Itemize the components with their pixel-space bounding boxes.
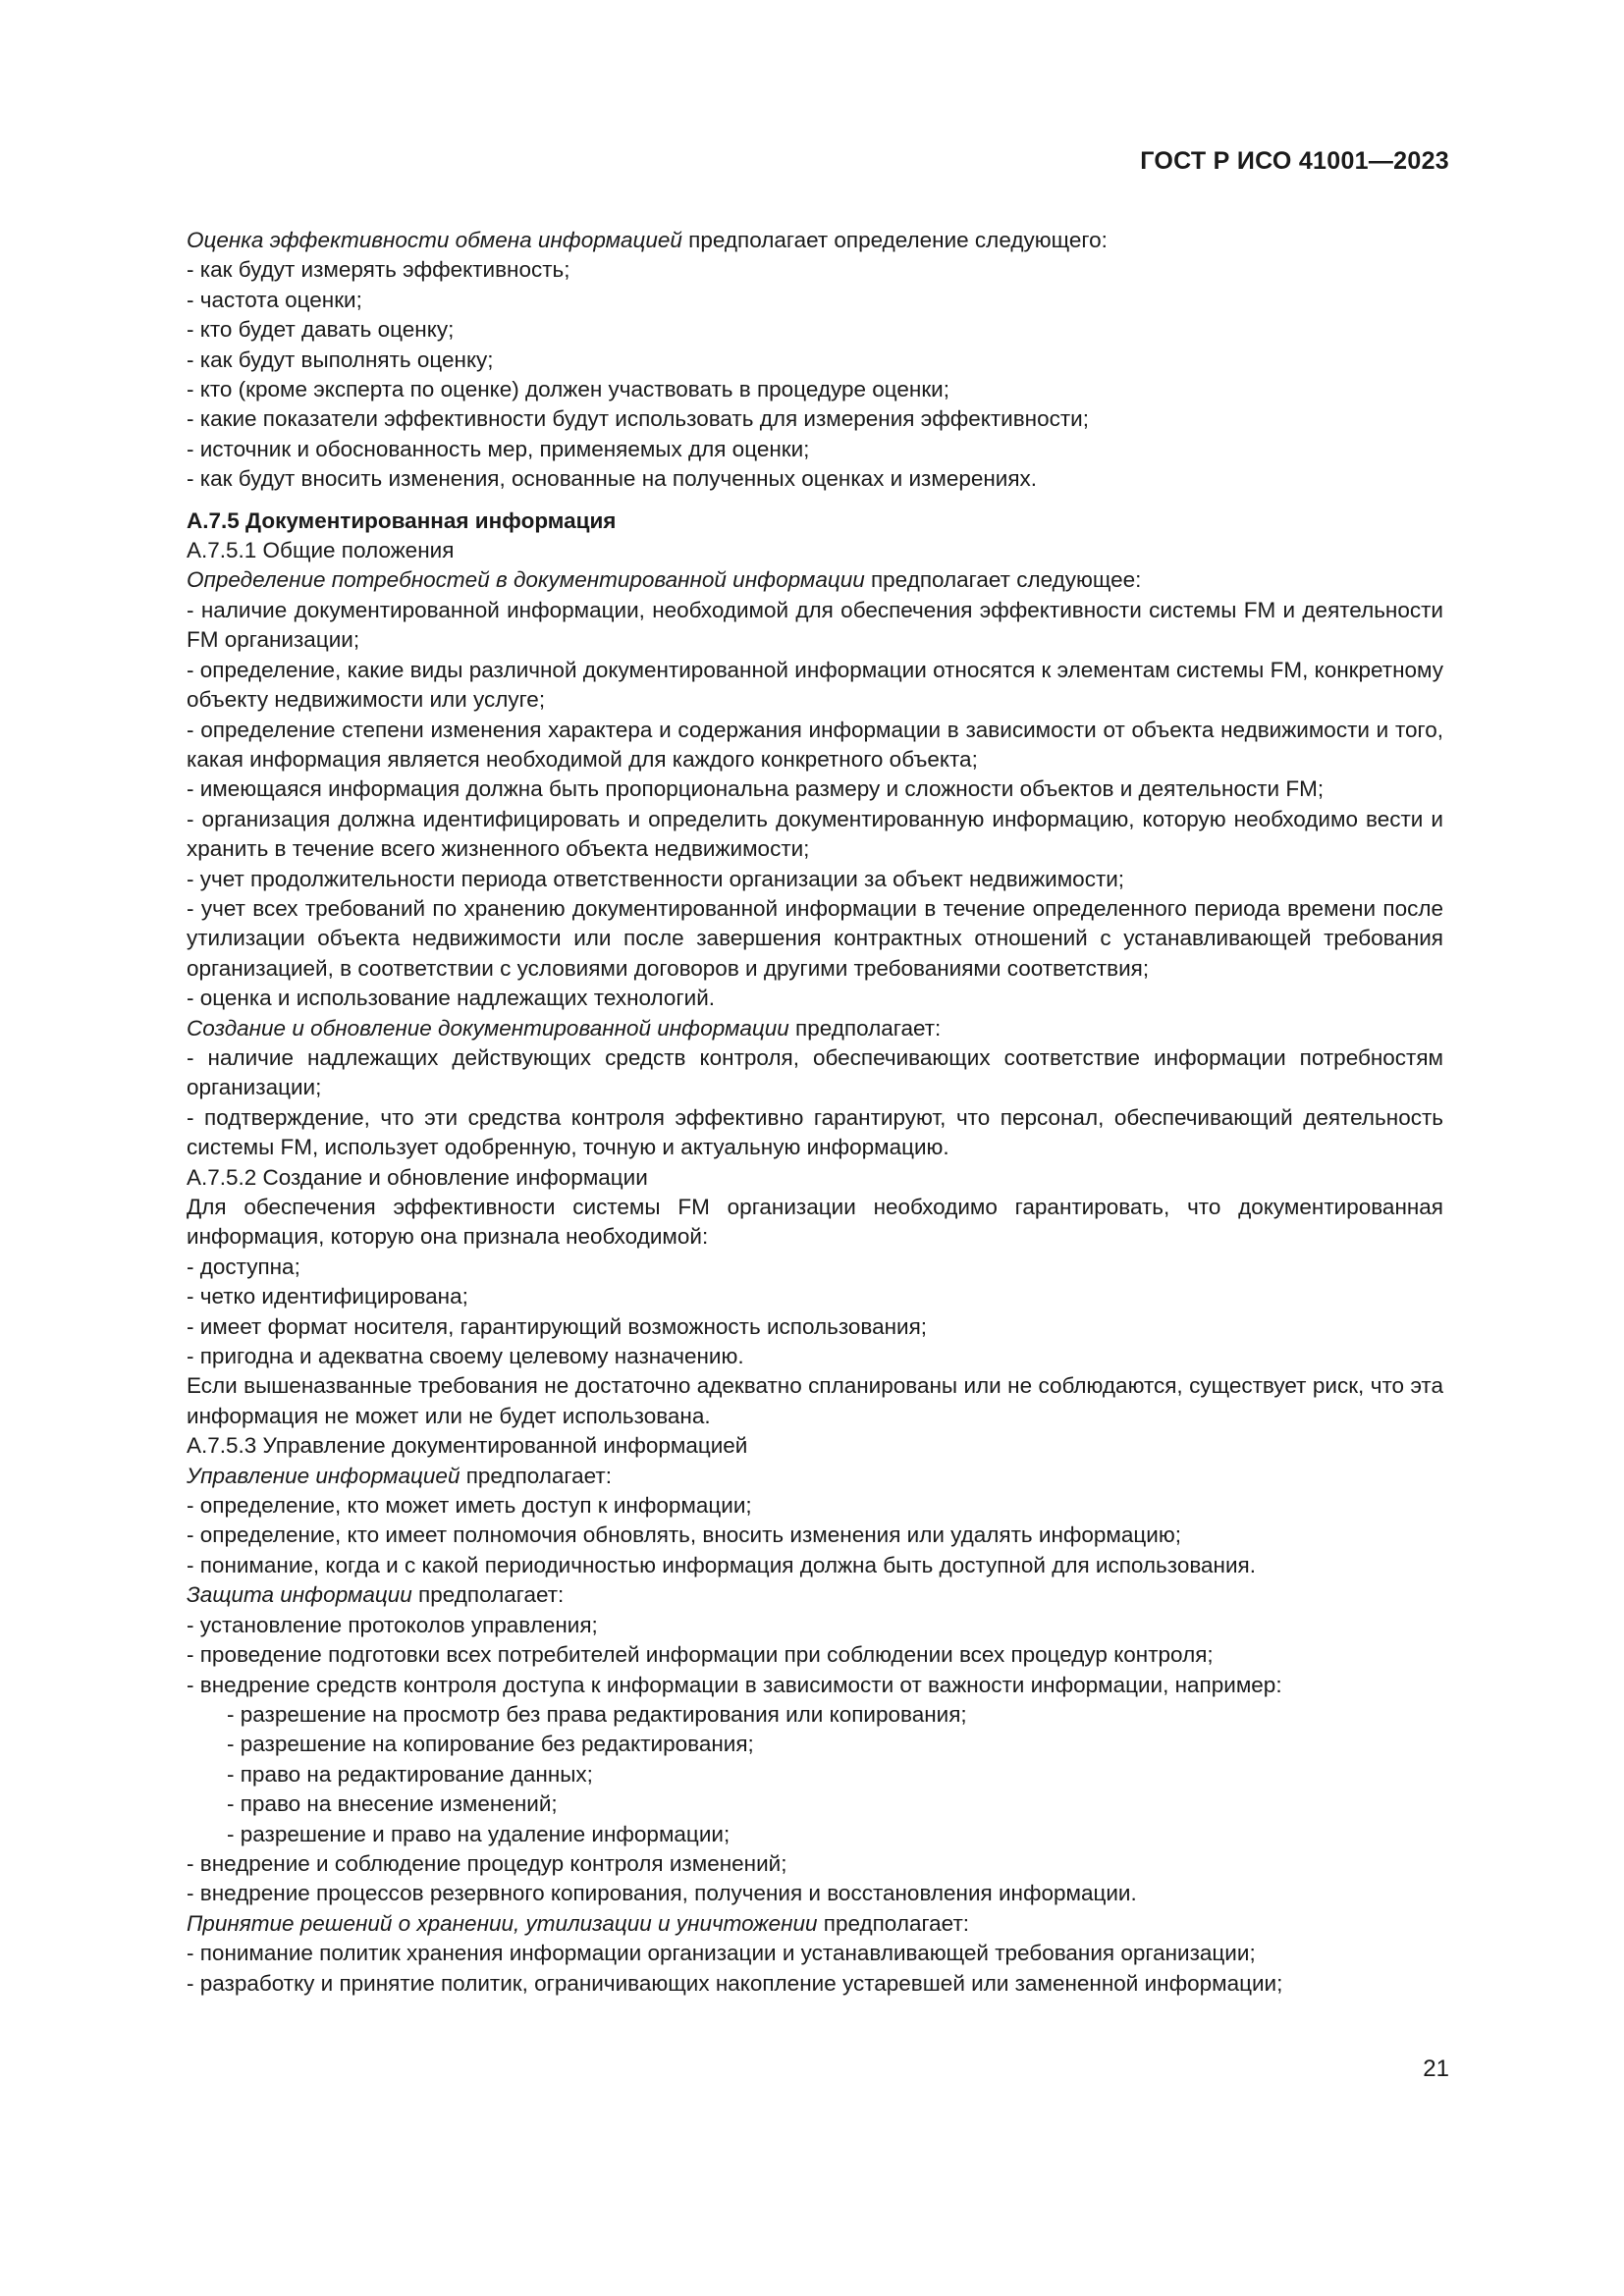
list-documented-needs [117,596,1443,1014]
subsection-heading: А.7.5.1 Общие положения [187,538,455,563]
list-item: - имеющаяся информация должна быть пропорциональна размеру и сложности объектов и деятельности FM; [187,776,1325,802]
subsection-heading: А.7.5.3 Управление документированной информацией [187,1433,748,1459]
list-item: - внедрение и соблюдение процедур контроля изменений; [187,1850,787,1876]
paragraph: Для обеспечения эффективности системы FM организации необходимо гарантировать, что документированная информация, которую она признала необходимой: [187,1195,1443,1250]
list-info-requirements [117,1253,1443,1372]
list-item: - определение степени изменения характера и содержания информации в зависимости от объекта недвижимости и того, какая информация является необходимой для каждого конкретного объекта; [187,717,1443,772]
lead-rest: предполагает определение следующего: [681,228,1108,252]
list-item: - понимание политик хранения информации организации и устанавливающей требования организации; [187,1941,1256,1966]
document-header: ГОСТ Р ИСО 41001—2023 [1140,147,1449,175]
list-item: - учет продолжительности периода ответственности организации за объект недвижимости; [187,866,1125,891]
paragraph-lead [117,1462,1443,1491]
list-item: - источник и обоснованность мер, применяемых для оценки; [187,436,810,461]
list-item: - разрешение на просмотр без права редактирования или копирования; [227,1701,967,1727]
lead-rest: предполагает следующее: [864,567,1142,593]
paragraph-lead [117,1014,1443,1043]
list-item: - внедрение процессов резервного копирования, получения и восстановления информации. [187,1881,1137,1906]
paragraph-lead [117,565,1443,595]
paragraph-lead [117,1909,1443,1939]
page-number: 21 [1423,2056,1449,2082]
list-access-rights [117,1700,1443,1849]
lead-rest: предполагает: [788,1015,942,1041]
list-item: - установление протоколов управления; [187,1612,598,1637]
list-item: - разработку и принятие политик, ограничивающих накопление устаревшей или замененной информации; [187,1970,1283,1996]
list-item: - организация должна идентифицировать и определить документированную информацию, которую необходимо вести и хранить в течение всего жизненного объекта недвижимости; [187,806,1443,862]
list-item: - доступна; [187,1254,300,1279]
lead-rest: предполагает: [460,1463,612,1488]
list-item: - понимание, когда и с какой периодичностью информация должна быть доступной для использования. [187,1552,1256,1577]
list-item: - право на редактирование данных; [227,1761,593,1787]
section-heading: А.7.5 Документированная информация [187,507,617,533]
lead-rest: предполагает: [411,1582,565,1608]
list-item: - четко идентифицирована; [187,1284,468,1309]
list-item: - как будут измерять эффективность; [187,257,570,283]
lead-italic: Защита информации [187,1582,412,1608]
list-item: - как будут выполнять оценку; [187,347,494,372]
lead-italic: Принятие решений о хранении, утилизации и уничтожении [187,1910,818,1936]
lead-italic: Определение потребностей в документированной информации [187,567,865,593]
list-item: - пригодна и адекватна своему целевому назначению. [187,1344,744,1369]
lead-italic: Создание и обновление документированной информации [187,1015,789,1041]
list-item: - определение, кто имеет полномочия обновлять, вносить изменения или удалять информацию; [187,1522,1181,1548]
list-item: - определение, кто может иметь доступ к информации; [187,1493,752,1519]
list-info-protection [117,1611,1443,1700]
list-retention [117,1939,1443,1999]
list-item: - внедрение средств контроля доступа к информации в зависимости от важности информации, например: [187,1672,1282,1697]
list-item: - наличие надлежащих действующих средств контроля, обеспечивающих соответствие информации потребностям организации; [187,1044,1443,1100]
list-item: - проведение подготовки всех потребителей информации при соблюдении всех процедур контроля; [187,1642,1214,1668]
list-item: - подтверждение, что эти средства контроля эффективно гарантируют, что персонал, обеспечивающий деятельность системы FM, использует одобренную, точную и актуальную информацию. [187,1104,1443,1160]
list-item: - разрешение и право на удаление информации; [227,1821,731,1846]
list-item: - кто будет давать оценку; [187,317,455,343]
list-item: - право на внесение изменений; [227,1791,558,1817]
list-item: - наличие документированной информации, необходимой для обеспечения эффективности системы FM и деятельности FM организации; [187,597,1443,653]
document-body [117,226,1443,1999]
list-item: - определение, какие виды различной документированной информации относятся к элементам системы FM, конкретному объекту недвижимости или услуге; [187,657,1443,713]
list-change-control [117,1849,1443,1909]
list-item: - какие показатели эффективности будут использовать для измерения эффективности; [187,406,1089,432]
list-effectiveness [117,255,1443,494]
lead-italic: Оценка эффективности обмена информацией [187,228,682,252]
lead-rest: предполагает: [817,1910,970,1936]
list-create-update [117,1043,1443,1163]
list-item: - кто (кроме эксперта по оценке) должен участвовать в процедуре оценки; [187,377,949,402]
paragraph-lead-effectiveness [117,226,1443,255]
list-info-management [117,1491,1443,1580]
subsection-heading: А.7.5.2 Создание и обновление информации [187,1164,648,1190]
list-item: - учет всех требований по хранению документированной информации в течение определенного периода времени после утилизации объекта недвижимости или после завершения контрактных отношений с устанавливающей требования организацией, в соответствии с условиями договоров и другими требованиями соответствия; [187,895,1443,981]
list-item: - частота оценки; [187,287,362,312]
paragraph: Если вышеназванные требования не достаточно адекватно спланированы или не соблюдаются, существует риск, что эта информация не может или не будет использована. [187,1373,1443,1428]
list-item: - как будут вносить изменения, основанные на полученных оценках и измерениях. [187,466,1038,492]
paragraph-lead [117,1580,1443,1610]
list-item: - разрешение на копирование без редактирования; [227,1732,754,1757]
list-item: - оценка и использование надлежащих технологий. [187,986,716,1011]
list-item: - имеет формат носителя, гарантирующий возможность использования; [187,1313,928,1339]
lead-italic: Управление информацией [187,1463,460,1488]
